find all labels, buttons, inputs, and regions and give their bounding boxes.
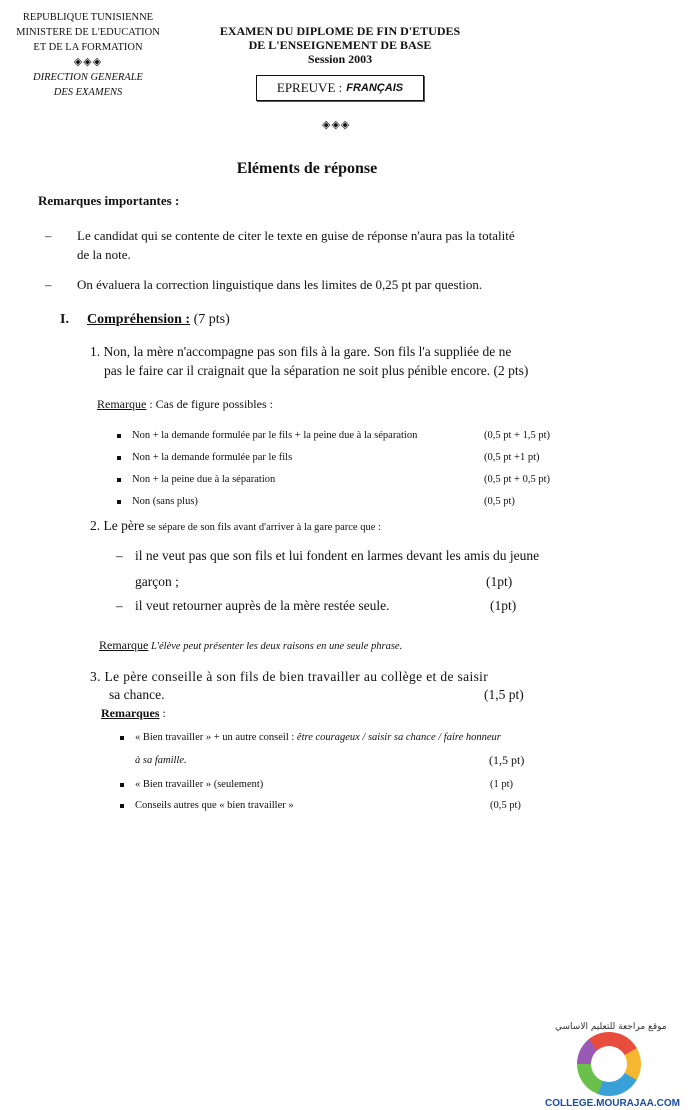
q3-case-1-line2: à sa famille. (135, 755, 187, 766)
remark-item-2: On évaluera la correction linguistique dans les limites de 0,25 pt par question. (77, 277, 483, 292)
q2-remark (99, 638, 402, 653)
section-number: I. (60, 312, 69, 327)
q1-case-2-pts: (0,5 pt +1 pt) (484, 452, 540, 463)
site-watermark (545, 1022, 680, 1109)
q2-item-2-line1: il veut retourner auprès de la mère restée seule. (135, 598, 390, 613)
q2-question (90, 517, 381, 535)
q1-case-1 (117, 430, 417, 441)
watermark-site-text: COLLEGE.MOURAJAA.COM (545, 1098, 680, 1109)
q3-case-2 (120, 779, 263, 790)
remark-item-1-line2: de la note. (77, 247, 131, 262)
q1-case-3-text: Non + la peine due à la séparation (132, 474, 276, 485)
q2-item-2-pts: (1pt) (490, 598, 517, 613)
separator-ornament: ◈◈◈ (322, 119, 351, 131)
ministry-line: MINISTERE DE L'EDUCATION (16, 27, 160, 38)
examens-line: DES EXAMENS (53, 87, 123, 98)
epreuve-box (256, 75, 424, 101)
q3-case-2-text: « Bien travailler » (seulement) (135, 779, 264, 790)
q2-rest: se sépare de son fils avant d'arriver à la gare parce que : (144, 522, 381, 533)
q1-case-2 (117, 452, 292, 463)
formation-line: ET DE LA FORMATION (33, 42, 143, 53)
q1-case-4-text: Non (sans plus) (132, 496, 198, 507)
ministry-block (0, 10, 176, 100)
section-title (87, 312, 230, 328)
q3-case-1 (120, 732, 501, 743)
q3-case-3-pts: (0,5 pt) (490, 800, 521, 811)
bullet-icon (120, 736, 124, 740)
q3-remarks (101, 706, 166, 721)
q2-number: 2. (90, 518, 101, 533)
q1-case-1-text: Non + la demande formulée par le fils + la peine due à la séparation (132, 430, 418, 441)
remark-item-1 (77, 226, 515, 264)
q1-case-2-text: Non + la demande formulée par le fils (132, 452, 293, 463)
q2-remark-label: Remarque (99, 638, 149, 652)
q2-remark-text: L'élève peut présenter les deux raisons en une seule phrase. (148, 641, 403, 652)
q1-case-3-pts: (0,5 pt + 0,5 pt) (484, 474, 550, 485)
remark-dash-1: – (45, 228, 52, 243)
watermark-arabic-text: موقع مراجعة للتعليم الاساسي (555, 1022, 667, 1032)
direction-line: DIRECTION GENERALE (33, 72, 143, 83)
q3-remarks-label: Remarques (101, 706, 160, 720)
q3-points: (1,5 pt) (484, 687, 524, 702)
q1-case-1-pts: (0,5 pt + 1,5 pt) (484, 430, 550, 441)
q2-item-1-line2: garçon ; (135, 574, 179, 589)
q3-answer-line1: 3. Le père conseille à son fils de bien travailler au collège et de saisir (90, 669, 489, 684)
q2-lead: Le père (100, 518, 145, 533)
remark-item-1-line1: Le candidat qui se contente de citer le texte en guise de réponse n'aura pas la totalité (77, 228, 515, 243)
q2-dash-1: – (116, 548, 123, 563)
watermark-logo-center (591, 1046, 627, 1082)
epreuve-label: EPREUVE : (276, 80, 343, 95)
bullet-icon (117, 478, 121, 482)
exam-title-line2: DE L'ENSEIGNEMENT DE BASE (248, 38, 432, 52)
q3-case-2-pts: (1 pt) (490, 779, 514, 790)
q2-item-1-line1: il ne veut pas que son fils et lui fondent en larmes devant les amis du jeune (135, 548, 540, 563)
republic-line: REPUBLIQUE TUNISIENNE (22, 12, 154, 23)
q1-case-4 (117, 496, 198, 507)
epreuve-subject: FRANÇAIS (346, 82, 404, 94)
remarques-heading: Remarques importantes : (38, 193, 180, 208)
exam-title-block (160, 24, 520, 66)
q3-case-1-pts: (1,5 pt) (489, 753, 525, 767)
q1-remark-label: Remarque (97, 397, 147, 411)
bullet-icon (120, 783, 124, 787)
bullet-icon (117, 500, 121, 504)
bullet-icon (117, 434, 121, 438)
q3-case-1-italic: être courageux / saisir sa chance / faire honneur (296, 732, 501, 743)
q3-answer-line2: sa chance. (109, 687, 165, 702)
q1-case-4-pts: (0,5 pt) (484, 496, 515, 507)
q3-case-3 (120, 800, 294, 811)
diamond-ornament: ◈◈◈ (73, 56, 103, 68)
q1-answer-line1: 1. Non, la mère n'accompagne pas son fils à la gare. Son fils l'a suppliée de ne (90, 344, 512, 359)
q3-remarks-colon: : (159, 706, 166, 720)
watermark-logo-icon (577, 1032, 641, 1096)
q1-case-3 (117, 474, 275, 485)
bullet-icon (120, 804, 124, 808)
q2-dash-2: – (116, 598, 123, 613)
q1-remark (97, 397, 273, 412)
q2-item-1-pts: (1pt) (486, 574, 513, 589)
q3-case-3-text: Conseils autres que « bien travailler » (135, 800, 294, 811)
section-points: (7 pts) (193, 312, 230, 327)
section-title-text: Compréhension : (87, 312, 191, 327)
exam-title-line1: EXAMEN DU DIPLOME DE FIN D'ETUDES (219, 24, 461, 38)
session-label: Session 2003 (307, 52, 373, 66)
bullet-icon (117, 456, 121, 460)
remark-dash-2: – (45, 277, 52, 292)
page-title: Eléments de réponse (236, 160, 378, 177)
q1-remark-text: : Cas de figure possibles : (146, 397, 273, 411)
q1-answer-line2: pas le faire car il craignait que la séparation ne soit plus pénible encore. (2 pts) (104, 363, 529, 378)
q3-case-1-text: « Bien travailler » + un autre conseil : (135, 732, 297, 743)
